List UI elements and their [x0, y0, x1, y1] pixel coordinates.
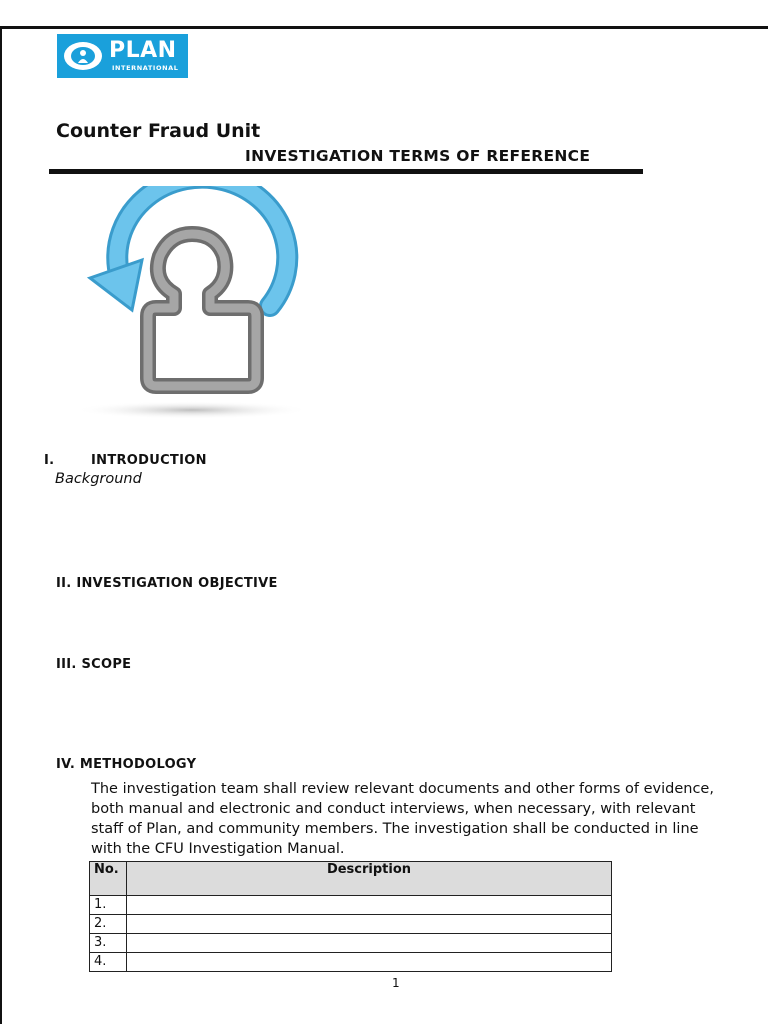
row-number: 2. [90, 915, 127, 934]
row-description [127, 934, 612, 953]
page-number: 1 [392, 976, 400, 990]
row-description [127, 915, 612, 934]
table-header-description: Description [127, 862, 612, 896]
document-title: INVESTIGATION TERMS OF REFERENCE [245, 147, 591, 165]
logo-word: PLAN [109, 38, 177, 63]
table-row [90, 934, 612, 953]
row-number: 4. [90, 953, 127, 972]
plan-globe-icon [62, 40, 104, 72]
row-description [127, 896, 612, 915]
row-description [127, 953, 612, 972]
section-title-introduction: INTRODUCTION [91, 453, 207, 468]
section-title-methodology: IV. METHODOLOGY [56, 757, 197, 772]
title-underline [49, 169, 643, 174]
activity-table [89, 861, 612, 972]
table-row [90, 896, 612, 915]
top-border [0, 26, 768, 29]
left-border [0, 29, 2, 1024]
logo-subtitle: INTERNATIONAL [112, 64, 179, 72]
section-title-objective: II. INVESTIGATION OBJECTIVE [56, 576, 278, 591]
methodology-paragraph: The investigation team shall review relevant documents and other forms of evidence, both manual and electronic and conduct interviews, when necessary, with relevant staff of Plan, and community members. The investigation shall be conducted in line with the CFU Investigation Manual. [91, 781, 714, 857]
table-row [90, 953, 612, 972]
plan-logo [57, 34, 188, 78]
unit-title: Counter Fraud Unit [56, 120, 261, 142]
row-number: 1. [90, 896, 127, 915]
section-number-intro: I. [44, 453, 55, 468]
person-refresh-icon [70, 186, 320, 426]
table-header-no: No. [90, 862, 127, 896]
row-number: 3. [90, 934, 127, 953]
section-title-scope: III. SCOPE [56, 657, 132, 672]
table-row [90, 915, 612, 934]
subsection-background: Background [55, 471, 142, 487]
